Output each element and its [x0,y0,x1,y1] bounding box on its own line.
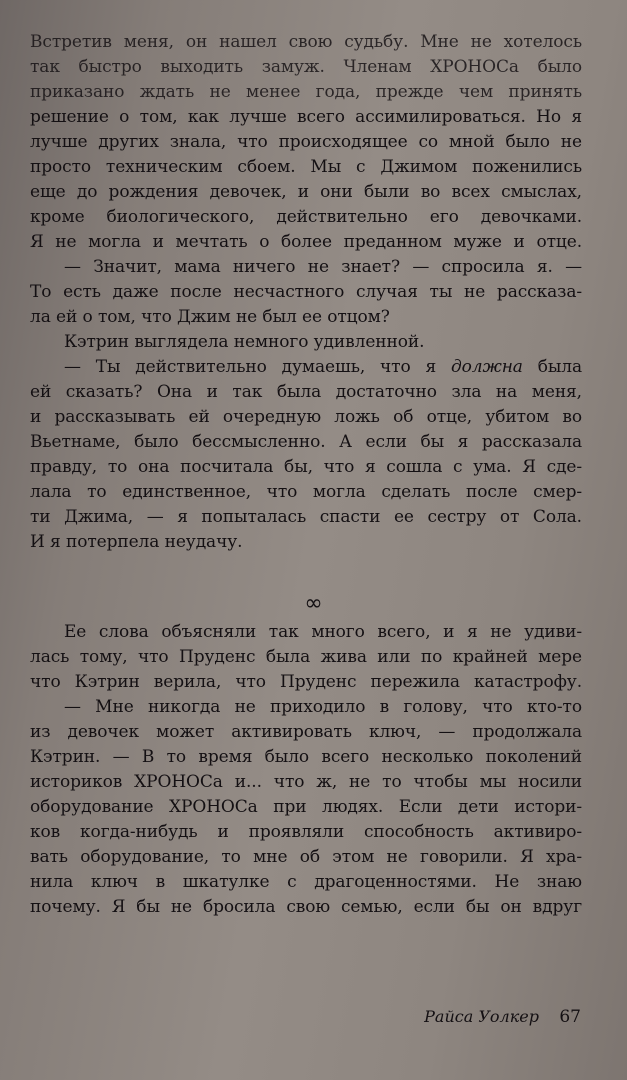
text-line: историков ХРОНОСа и... что ж, не то чтобы мы носили [30,772,582,792]
text-line: ти Джима, — я попыталась спасти ее сестру от Сола. [30,507,582,527]
text-line: оборудование ХРОНОСа при людях. Если дети истори- [30,797,582,817]
text-block-top [30,30,582,555]
text-line: лась тому, что Пруденс была жива или по крайней мере [30,647,582,667]
text-line: просто техническим сбоем. Мы с Джимом поженились [30,157,582,177]
text-line: вать оборудование, то мне об этом не говорили. Я хра- [30,847,582,867]
text-line: из девочек может активировать ключ, — продолжала [30,722,582,742]
page-footer [0,1003,627,1033]
text-line: еще до рождения девочек, и они были во всех смыслах, [30,182,582,202]
text-line: нила ключ в шкатулке с драгоценностями. Не знаю [30,872,582,892]
text-line: И я потерпела неудачу. [30,532,243,552]
text-line: ков когда-нибудь и проявляли способность активиро- [30,822,582,842]
text-line: что Кэтрин верила, что Пруденс пережила катастрофу. [30,672,582,692]
text-line: лучше других знала, что происходящее со мной было не [30,132,582,152]
text-line: То есть даже после несчастного случая ты не рассказа- [30,282,582,302]
text-line: так быстро выходить замуж. Членам ХРОНОСа было [30,57,582,77]
text-line: Я не могла и мечтать о более преданном муже и отце. [30,232,582,252]
text-block-bottom [30,620,582,920]
emphasis-word: должна [450,357,523,377]
text-line: лала то единственное, что могла сделать после смер- [30,482,582,502]
text-line: Кэтрин выглядела немного удивленной. [64,332,425,352]
text-line: правду, то она посчитала бы, что я сошла с ума. Я сде- [30,457,582,477]
text-line: Встретив меня, он нашел свою судьбу. Мне не хотелось [30,32,582,52]
text-line: Вьетнаме, было бессмысленно. А если бы я рассказала [30,432,582,452]
text-line: Кэтрин. — В то время было всего несколько поколений [30,747,582,767]
text-line: — Мне никогда не приходило в голову, что кто-то [64,697,582,717]
section-separator: ∞ [304,591,323,616]
text-line: ла ей о том, что Джим не был ее отцом? [30,307,390,327]
running-footer-author: Райса Уолкер [424,1007,539,1026]
page-number: 67 [559,1007,581,1027]
text-line: почему. Я бы не бросила свою семью, если бы он вдруг [30,897,582,917]
text-line: решение о том, как лучше всего ассимилироваться. Но я [30,107,582,127]
text-line: Ее слова объясняли так много всего, и я не удиви- [64,622,582,642]
text-line: — Значит, мама ничего не знает? — спросила я. — [64,257,582,277]
text-line: приказано ждать не менее года, прежде чем принять [30,82,582,102]
text-line-with-emphasis: — Ты действительно думаешь, что я должна была [64,357,582,377]
text-line: и рассказывать ей очередную ложь об отце, убитом во [30,407,582,427]
text-line: ей сказать? Она и так была достаточно зла на меня, [30,382,582,402]
text-line: кроме биологического, действительно его девочками. [30,207,582,227]
